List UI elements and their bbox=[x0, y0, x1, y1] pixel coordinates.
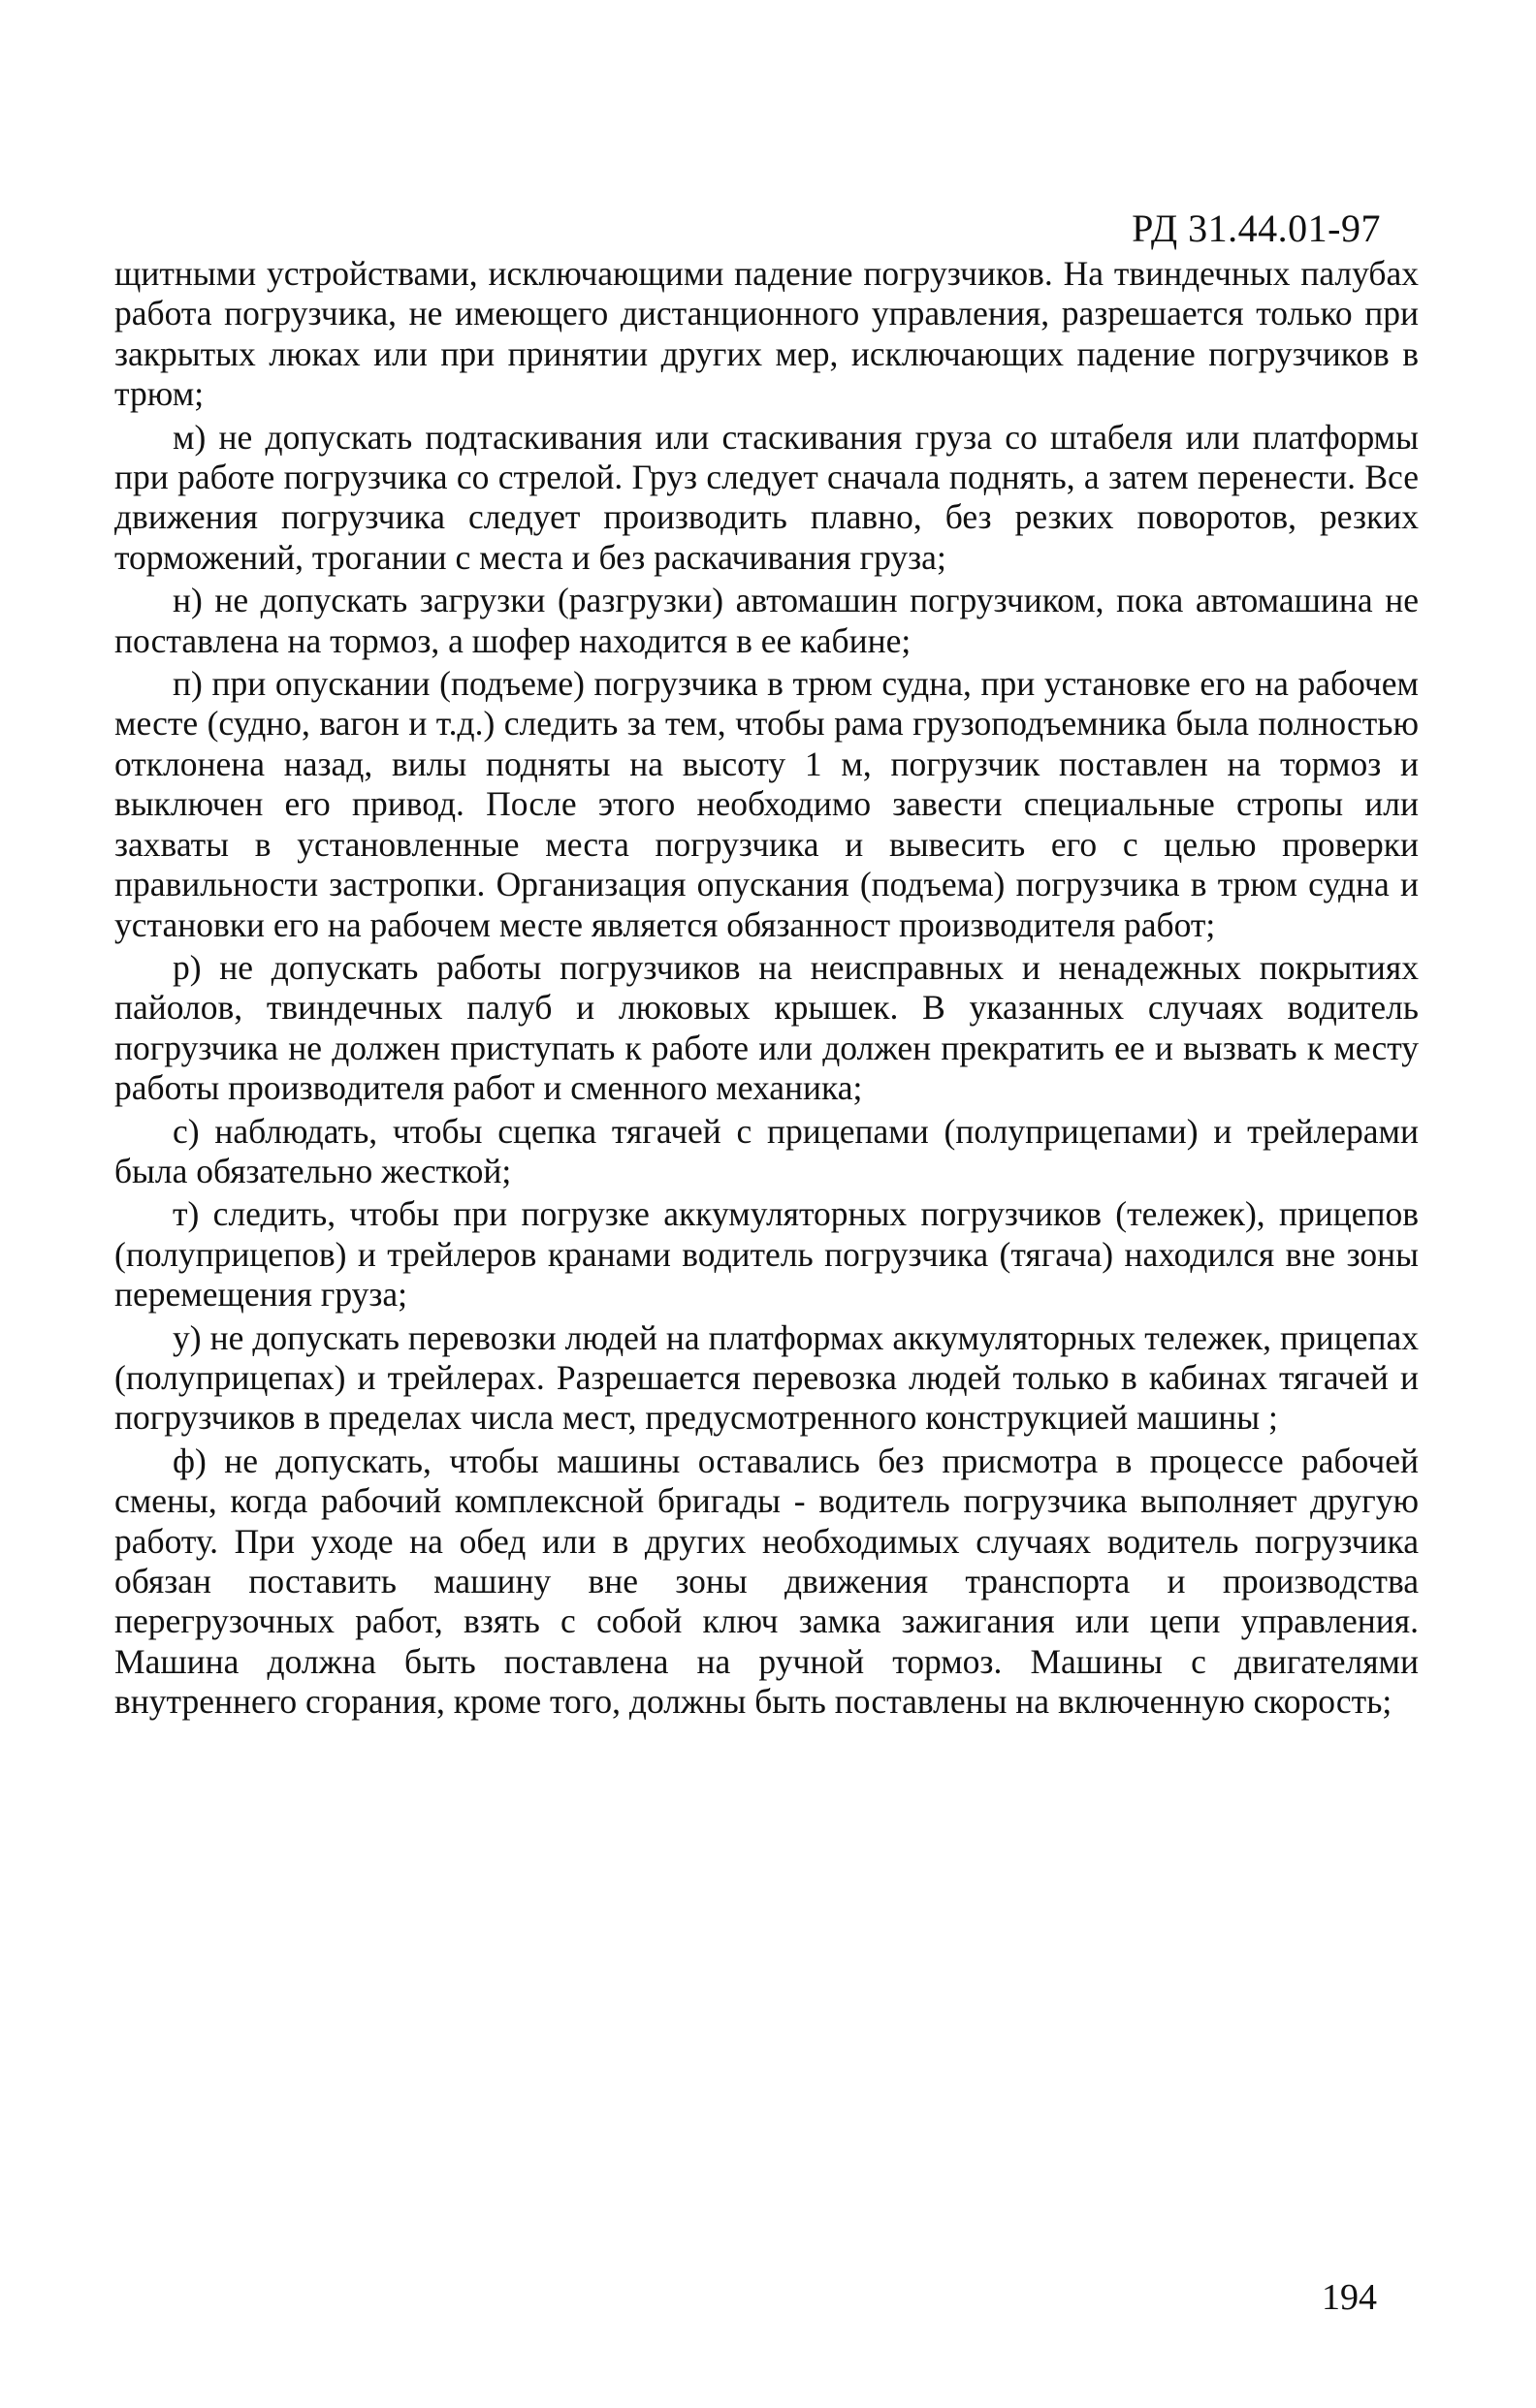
document-body bbox=[114, 254, 1419, 1726]
list-item-f: ф) не допускать, чтобы машины оставались без присмотра в процессе рабочей смены, когда рабочий комплексной бригады - водитель погрузчика выполняет другую работу. При уходе на обед или в других необходимых случаях водитель погрузчика обязан поставить машину вне зоны движения транспорта и производства перегрузочных работ, взять с собой ключ замка зажигания или цепи управления. Машина должна быть поставлена на ручной тормоз. Машины с двигателями внутреннего сгорания, кроме того, должны быть поставлены на включенную скорость; bbox=[114, 1441, 1419, 1722]
paragraph-continuation: щитными устройствами, исключающими падение погрузчиков. На твиндечных палубах работа погрузчика, не имеющего дистанционного управления, разрешается только при закрытых люках или при принятии других мер, исключающих падение погрузчиков в трюм; bbox=[114, 254, 1419, 414]
list-item-n: н) не допускать загрузки (разгрузки) автомашин погрузчиком, пока автомашина не поставлена на тормоз, а шофер находится в ее кабине; bbox=[114, 581, 1419, 660]
list-item-u: у) не допускать перевозки людей на платформах аккумуляторных тележек, прицепах (полуприцепах) и трейлерах. Разрешается перевозка людей только в кабинах тягачей и погрузчиков в пределах числа мест, предусмотренного конструкцией машины ; bbox=[114, 1317, 1419, 1438]
list-item-r: р) не допускать работы погрузчиков на неисправных и ненадежных покрытиях пайолов, твиндечных палуб и люковых крышек. В указанных случаях водитель погрузчика не должен приступать к работе или должен прекратить ее и вызвать к месту работы производителя работ и сменного механика; bbox=[114, 947, 1419, 1108]
list-item-s: с) наблюдать, чтобы сцепка тягачей с прицепами (полуприцепами) и трейлерами была обязательно жесткой; bbox=[114, 1111, 1419, 1190]
list-item-p: п) при опускании (подъеме) погрузчика в трюм судна, при установке его на рабочем месте (судно, вагон и т.д.) следить за тем, чтобы рама грузоподъемника была полностью отклонена назад, вилы подняты на высоту 1 м, погрузчик поставлен на тормоз и выключен его привод. После этого необходимо завести специальные стропы или захваты в установленные места погрузчика и вывесить его с целью проверки правильности застропки. Организация опускания (подъема) погрузчика в трюм судна и установки его на рабочем месте является обязанност производителя работ; bbox=[114, 664, 1419, 944]
page-number: 194 bbox=[1322, 2277, 1377, 2318]
document-code-header: РД 31.44.01-97 bbox=[1132, 206, 1381, 250]
list-item-m: м) не допускать подтаскивания или стаскивания груза со штабеля или платформы при работе погрузчика со стрелой. Груз следует сначала поднять, а затем перенести. Все движения погрузчика следует производить плавно, без резких поворотов, резких торможений, трогании с места и без раскачивания груза; bbox=[114, 417, 1419, 577]
list-item-t: т) следить, чтобы при погрузке аккумуляторных погрузчиков (тележек), прицепов (полуприцепов) и трейлеров кранами водитель погрузчика (тягача) находился вне зоны перемещения груза; bbox=[114, 1194, 1419, 1315]
